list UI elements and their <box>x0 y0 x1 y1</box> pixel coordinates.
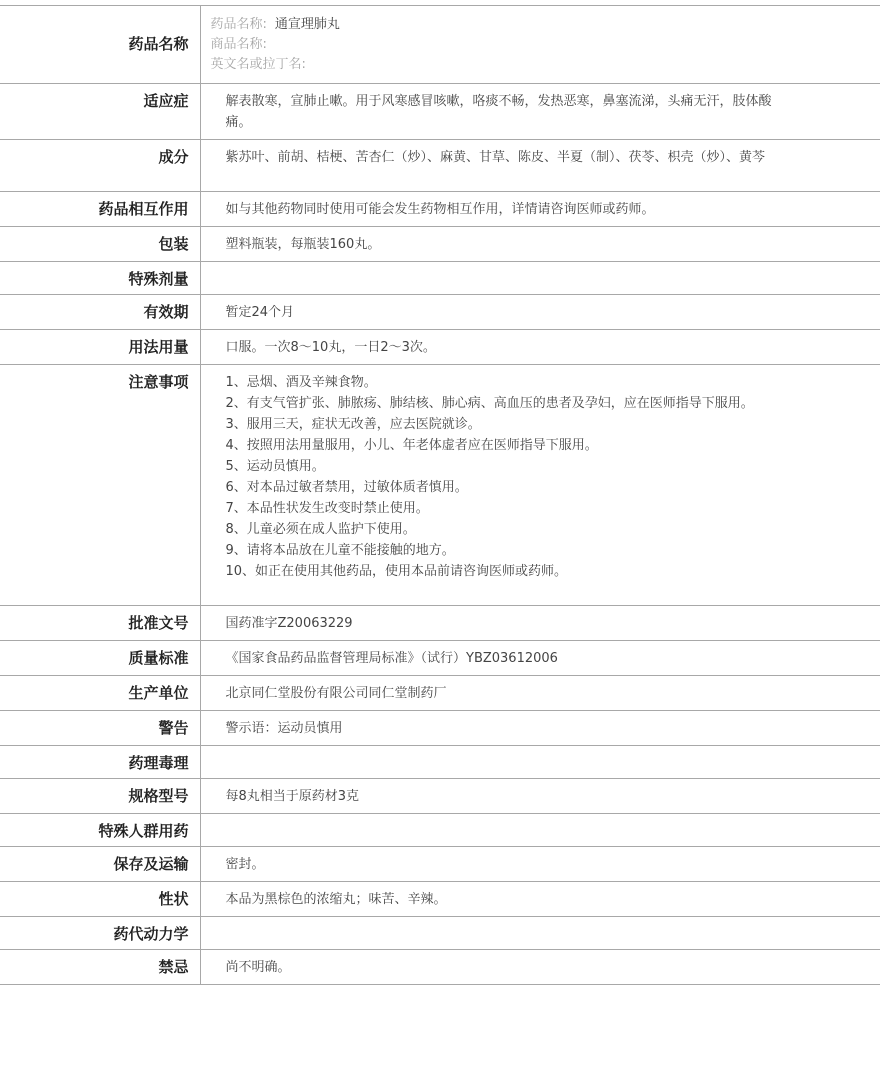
label-special-population <box>0 814 200 847</box>
value-description: 本品为黑棕色的浓缩丸；味苦、辛辣。 <box>200 882 880 917</box>
row-usage <box>0 330 880 365</box>
value-contraindications: 尚不明确。 <box>200 950 880 985</box>
label-text: 注意事项 <box>128 373 189 391</box>
value-standard: 《国家食品药品监督管理局标准》（试行）YBZ03612006 <box>200 641 880 676</box>
row-packaging <box>0 227 880 262</box>
label-text: 药代动力学 <box>113 925 189 943</box>
label-text: 包装 <box>158 235 189 253</box>
english-name-line <box>211 55 871 75</box>
label-manufacturer <box>0 676 200 711</box>
precaution-item: 10、如正在使用其他药品，使用本品前请咨询医师或药师。 <box>225 564 568 579</box>
label-packaging <box>0 227 200 262</box>
precaution-item: 5、运动员慎用。 <box>225 459 325 474</box>
label-text: 质量标准 <box>128 649 189 667</box>
value-toxicology <box>200 746 880 779</box>
generic-name-line <box>211 15 871 35</box>
label-drug-name <box>0 6 200 84</box>
label-pharmacokinetics <box>0 917 200 950</box>
label-text: 规格型号 <box>128 787 189 805</box>
row-special-dosage <box>0 262 880 295</box>
label-text: 药理毒理 <box>128 754 189 772</box>
value-storage: 密封。 <box>200 847 880 882</box>
value-specification: 每8丸相当于原药材3克 <box>200 779 880 814</box>
row-storage <box>0 847 880 882</box>
value-special-dosage <box>200 262 880 295</box>
precaution-item: 7、本品性状发生改变时禁止使用。 <box>225 501 429 516</box>
value-usage: 口服。一次8～10丸，一日2～3次。 <box>200 330 880 365</box>
trade-name-line <box>211 35 871 55</box>
row-shelf-life <box>0 295 880 330</box>
value-shelf-life: 暂定24个月 <box>200 295 880 330</box>
row-ingredients <box>0 140 880 192</box>
label-text: 禁忌 <box>158 958 189 976</box>
value-precautions <box>200 365 880 606</box>
row-warning <box>0 711 880 746</box>
label-text: 特殊剂量 <box>128 270 189 288</box>
label-text: 有效期 <box>143 303 189 321</box>
label-text: 性状 <box>158 890 189 908</box>
label-interactions <box>0 192 200 227</box>
row-special-population <box>0 814 880 847</box>
precaution-item: 2、有支气管扩张、肺脓疡、肺结核、肺心病、高血压的患者及孕妇，应在医师指导下服用。 <box>225 396 754 411</box>
label-description <box>0 882 200 917</box>
drug-info-table <box>0 5 880 985</box>
value-ingredients: 紫苏叶、前胡、桔梗、苦杏仁（炒）、麻黄、甘草、陈皮、半夏（制）、茯苓、枳壳（炒）、黄芩 <box>200 140 880 192</box>
row-pharmacokinetics <box>0 917 880 950</box>
row-precautions <box>0 365 880 606</box>
label-ingredients <box>0 140 200 192</box>
label-text: 药品相互作用 <box>98 200 189 218</box>
value-interactions: 如与其他药物同时使用可能会发生药物相互作用，详情请咨询医师或药师。 <box>200 192 880 227</box>
value-pharmacokinetics <box>200 917 880 950</box>
english-name-key: 英文名或拉丁名: <box>210 57 306 72</box>
value-indications: 解表散寒，宣肺止嗽。用于风寒感冒咳嗽，咯痰不畅，发热恶寒，鼻塞流涕，头痛无汗，肢体酸痛。 <box>200 84 880 140</box>
value-approval: 国药准字Z20063229 <box>200 606 880 641</box>
row-approval <box>0 606 880 641</box>
label-warning <box>0 711 200 746</box>
generic-name-value: 通宣理肺丸 <box>274 17 340 32</box>
label-text: 适应症 <box>143 92 189 110</box>
label-special-dosage <box>0 262 200 295</box>
label-contraindications <box>0 950 200 985</box>
label-text: 生产单位 <box>128 684 189 702</box>
precaution-item: 4、按照用法用量服用，小儿、年老体虚者应在医师指导下服用。 <box>225 438 598 453</box>
label-storage <box>0 847 200 882</box>
value-packaging: 塑料瓶装，每瓶装160丸。 <box>200 227 880 262</box>
row-indications <box>0 84 880 140</box>
label-toxicology <box>0 746 200 779</box>
row-specification <box>0 779 880 814</box>
label-standard <box>0 641 200 676</box>
precaution-item: 6、对本品过敏者禁用，过敏体质者慎用。 <box>225 480 468 495</box>
label-text: 警告 <box>158 719 189 737</box>
label-text: 特殊人群用药 <box>98 822 189 840</box>
label-text: 保存及运输 <box>113 855 189 873</box>
row-drug-name <box>0 6 880 84</box>
generic-name-key: 药品名称: <box>210 17 267 32</box>
value-warning: 警示语：运动员慎用 <box>200 711 880 746</box>
value-special-population <box>200 814 880 847</box>
label-specification <box>0 779 200 814</box>
row-interactions <box>0 192 880 227</box>
label-text: 批准文号 <box>128 614 189 632</box>
trade-name-key: 商品名称: <box>210 37 267 52</box>
precaution-item: 3、服用三天，症状无改善，应去医院就诊。 <box>225 417 481 432</box>
precaution-item: 9、请将本品放在儿童不能接触的地方。 <box>225 543 455 558</box>
label-text: 成分 <box>158 148 189 166</box>
label-precautions <box>0 365 200 606</box>
row-contraindications <box>0 950 880 985</box>
label-text: 用法用量 <box>128 338 189 356</box>
row-standard <box>0 641 880 676</box>
row-manufacturer <box>0 676 880 711</box>
row-description <box>0 882 880 917</box>
label-shelf-life <box>0 295 200 330</box>
precaution-item: 1、忌烟、酒及辛辣食物。 <box>225 375 377 390</box>
value-drug-names <box>200 6 880 84</box>
precaution-item: 8、儿童必须在成人监护下使用。 <box>225 522 416 537</box>
row-toxicology <box>0 746 880 779</box>
value-manufacturer: 北京同仁堂股份有限公司同仁堂制药厂 <box>200 676 880 711</box>
label-usage <box>0 330 200 365</box>
label-text: 药品名称 <box>128 35 189 53</box>
label-indications <box>0 84 200 140</box>
label-approval <box>0 606 200 641</box>
